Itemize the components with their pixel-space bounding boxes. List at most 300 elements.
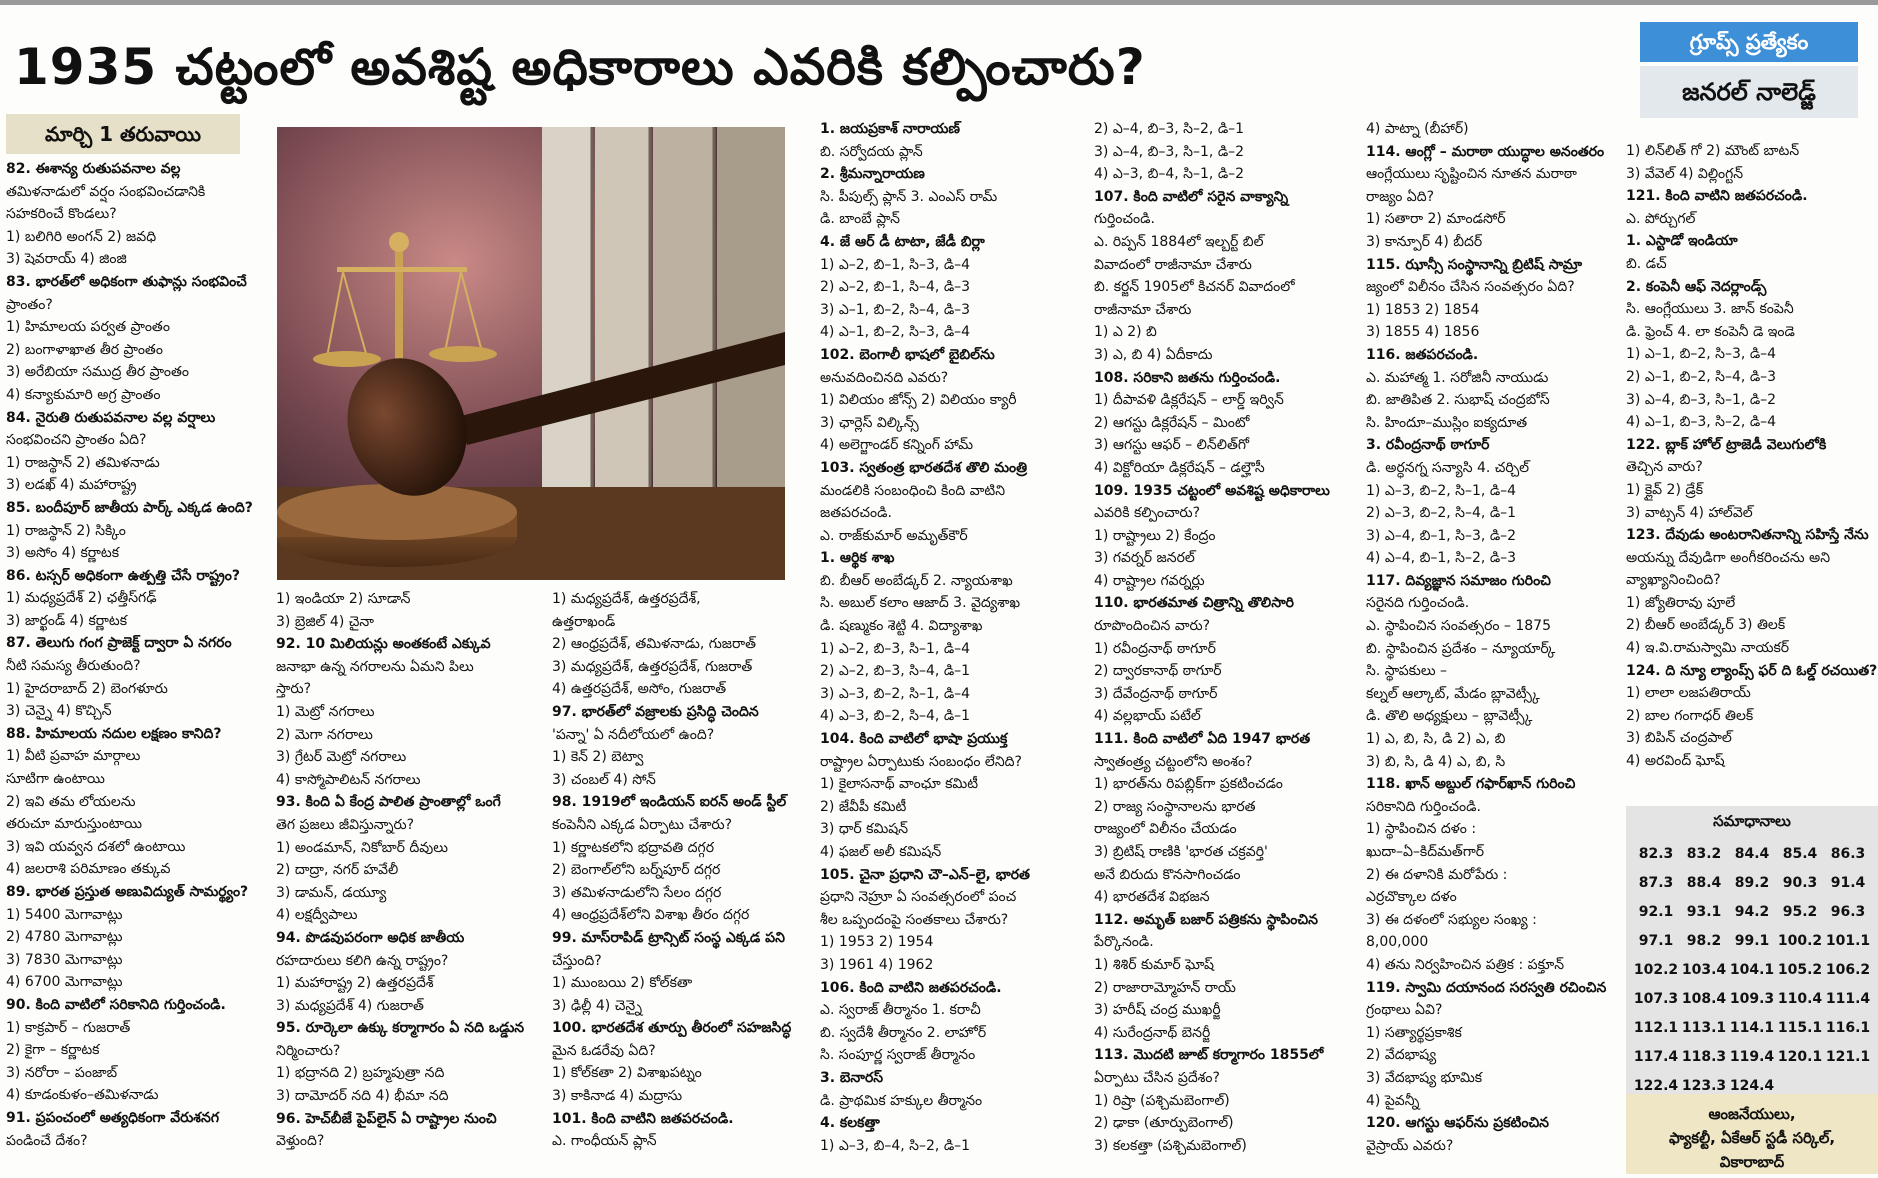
option-line: 1) 1853 2) 1854	[1366, 301, 1480, 318]
option-line: 4) ఎ–3, బి–4, సి–1, డి–2	[1094, 166, 1245, 183]
option-line: 1) ఎ–3, బి–4, సి–2, డి–1	[820, 1137, 971, 1154]
question-line: 90. కింది వాటిలో సరికానిది గుర్తించండి.	[6, 996, 226, 1013]
option-line: 1) కోల్‌కతా 2) విశాఖపట్నం	[552, 1065, 702, 1082]
option-line: 1) రిష్రా (పశ్చిమబెంగాల్)	[1094, 1092, 1230, 1109]
option-line: 3) హరీష్ చంద్ర ముఖర్జీ	[1094, 1002, 1221, 1019]
option-line: 4) పైవన్నీ	[1366, 1092, 1420, 1109]
author-credit	[1626, 1094, 1878, 1174]
option-line: శీల ఒప్పందంపై సంతకాలు చేశారు?	[820, 911, 1009, 928]
answer-cell: 124.4	[1729, 1078, 1775, 1094]
option-line: 1) మధ్యప్రదేశ్, ఉత్తరప్రదేశ్,	[552, 591, 701, 607]
option-line: రాజీనామా చేశారు	[1094, 301, 1192, 318]
option-line: 2) 4780 మెగావాట్లు	[6, 929, 123, 946]
option-line: సి. స్థాపకులు –	[1366, 663, 1448, 680]
option-line: అనువదించినది ఎవరు?	[820, 369, 949, 386]
question-line: 4. జే ఆర్ డీ టాటా, జేడీ బిర్లా	[820, 233, 985, 250]
option-line: 1) దీపావళి డిక్లరేషన్ – లార్డ్ ఇర్విన్	[1094, 392, 1284, 409]
option-line: 1) ఇండియా 2) సూడాన్	[276, 591, 411, 607]
option-line: 2) మెగా నగరాలు	[276, 726, 373, 743]
option-line: ఎ. రాజ్‌కుమార్ అమృత్‌కౌర్	[820, 527, 968, 544]
option-line: 1) విలియం జోన్స్ 2) విలియం క్యారీ	[820, 392, 1017, 409]
question-line: 111. కింది వాటిలో ఏది 1947 భారత	[1094, 731, 1311, 748]
answer-cell: 97.1	[1638, 933, 1674, 949]
option-line: 2) ద్వారకానాథ్ ఠాగూర్	[1094, 663, 1222, 680]
option-line: స్తారు?	[276, 681, 312, 698]
option-line: 2) బంగాళాఖాత తీర ప్రాంతం	[6, 341, 163, 358]
credit-name: ఆంజనేయులు,	[1708, 1105, 1796, 1123]
answer-cell: 100.2	[1777, 933, 1823, 949]
option-line: 4) కూడంకుళం–తమిళనాడు	[6, 1087, 159, 1104]
option-line: సహకరించే కొండలు?	[6, 206, 117, 223]
option-line: 3) ఎ, బి 4) ఏదీకాదు	[1094, 346, 1213, 363]
question-column-3	[552, 588, 822, 1153]
option-line: రాష్ట్రాల ఏర్పాటుకు సంబంధం లేనిది?	[820, 753, 1022, 770]
answers-row	[1626, 898, 1878, 927]
answers-row	[1626, 985, 1878, 1014]
answer-cell: 94.2	[1734, 904, 1770, 920]
badge-groups-special: గ్రూప్స్ ప్రత్యేకం	[1640, 22, 1858, 62]
answer-cell: 102.2	[1633, 962, 1679, 978]
answer-cell: 91.4	[1830, 875, 1866, 891]
option-line: 3) 7830 మెగావాట్లు	[6, 951, 123, 968]
option-line: 4) ఎ–3, బి–2, సి–4, డి–1	[820, 708, 971, 725]
option-line: జ్యంలో విలీనం చేసిన సంవత్సరం ఏది?	[1366, 279, 1575, 296]
option-line: వివాదంలో రాజీనామా చేశారు	[1094, 256, 1252, 273]
question-line: 4. కలకత్తా	[820, 1115, 880, 1132]
question-line: 86. టస్సర్ అధికంగా ఉత్పత్తి చేసే రాష్ట్రం?	[6, 567, 240, 584]
answer-cell: 105.2	[1777, 962, 1823, 978]
option-line: 3) నరోరా – పంజాబ్	[6, 1064, 118, 1081]
option-line: 4) లక్షద్వీపాలు	[276, 907, 358, 924]
option-line: 3) 1961 4) 1962	[820, 956, 934, 973]
option-line: బి. బీఆర్ అంబేడ్కర్ 2. న్యాయశాఖ	[820, 572, 1013, 589]
option-line: 3) ఎ–3, బి–2, సి–1, డి–4	[820, 685, 971, 702]
option-line: స్వాతంత్ర్య చట్టంలోని అంశం?	[1094, 753, 1253, 770]
answer-cell: 111.4	[1825, 991, 1871, 1007]
option-line: 2) వేదభాష్య	[1366, 1047, 1437, 1064]
option-line: 3) ఛార్లెస్ విల్కిన్స్	[820, 414, 919, 431]
option-line: 4) సురేంద్రనాథ్ బెనర్జీ	[1094, 1024, 1211, 1041]
question-column-1	[6, 158, 268, 1152]
answer-cell: 120.1	[1777, 1049, 1823, 1065]
option-line: 1) రాష్ట్రాలు 2) కేంద్రం	[1094, 527, 1216, 544]
answers-row	[1626, 956, 1878, 985]
question-line: 105. చైనా ప్రధాని చౌ–ఎన్–లై, భారత	[820, 866, 1030, 883]
option-line: 1) మెట్రో నగరాలు	[276, 703, 375, 720]
option-line: 3) ఎ–4, బి–3, సి–1, డి–2	[1094, 143, 1245, 160]
question-line: 83. భారత్‌లో అధికంగా తుఫాన్లు సంభవించే	[6, 273, 247, 290]
option-line: 3) వేదభాష్య భూమిక	[1366, 1069, 1483, 1086]
question-line: 96. హెచ్‌బీజే పైప్‌లైన్ ఏ రాష్ట్రాల నుంచి	[276, 1110, 497, 1127]
question-line: 85. బందీపూర్ జాతీయ పార్క్ ఎక్కడ ఉంది?	[6, 499, 253, 516]
option-line: 1) మధ్యప్రదేశ్ 2) ఛత్తీస్‌గఢ్	[6, 590, 157, 607]
option-line: 3) దేవేంద్రనాథ్ ఠాగూర్	[1094, 685, 1218, 702]
option-line: వ్యాఖ్యానించింది?	[1626, 572, 1721, 589]
top-rule	[0, 0, 1878, 5]
option-line: 1) లాలా లజపతిరాయ్	[1626, 685, 1751, 702]
answer-cell: 121.1	[1825, 1049, 1871, 1065]
answer-cell: 85.4	[1782, 846, 1818, 862]
question-line: 104. కింది వాటిలో భాషా ప్రయుక్త	[820, 731, 1008, 748]
option-line: 4) ఫజల్ అలీ కమిషన్	[820, 844, 942, 860]
question-line: 116. జతపరచండి.	[1366, 346, 1479, 363]
option-line: పండించే దేశం?	[6, 1132, 88, 1149]
option-line: 3) బ్రిటిష్ రాణికి 'భారత చక్రవర్తి'	[1094, 844, 1268, 860]
option-line: 4) కాస్మోపాలిటన్ నగరాలు	[276, 771, 421, 788]
option-line: బి. డచ్	[1626, 255, 1667, 272]
answer-cell: 101.1	[1825, 933, 1871, 949]
option-line: 3) బ్రెజిల్ 4) చైనా	[276, 613, 374, 630]
option-line: 4) తను నిర్వహించిన పత్రిక : పక్తూన్	[1366, 956, 1565, 973]
answer-cell: 99.1	[1734, 933, 1770, 949]
option-line: 4) కన్యాకుమారి అగ్ర ప్రాంతం	[6, 386, 161, 403]
option-line: తరుచూ మారుస్తుంటాయి	[6, 816, 143, 833]
option-line: 3) అసోం 4) కర్ణాటక	[6, 545, 120, 562]
option-line: సంభవించని ప్రాంతం ఏది?	[6, 432, 147, 449]
credit-institute: ఫ్యాకల్టీ, ఏకేఆర్ స్టడీ సర్కిల్,	[1668, 1129, 1836, 1147]
answer-cell: 88.4	[1686, 875, 1722, 891]
option-line: ఖుదా–ఏ–కిద్‌మత్‌గార్	[1366, 844, 1485, 860]
question-line: 91. ప్రపంచంలో అత్యధికంగా వేరుశనగ	[6, 1109, 219, 1126]
question-line: 2. కంపెనీ ఆఫ్ నెదర్లాండ్స్	[1626, 278, 1767, 295]
answer-cell: 83.2	[1686, 846, 1722, 862]
option-line: 3) మధ్యప్రదేశ్, ఉత్తరప్రదేశ్, గుజరాత్	[552, 658, 753, 675]
option-line: 3) 1855 4) 1856	[1366, 324, 1480, 341]
option-line: 4) ఎ–1, బి–3, సి–2, డి–4	[1626, 414, 1777, 431]
credit-place: వికారాబాద్	[1719, 1153, 1785, 1171]
answer-cell: 114.1	[1729, 1020, 1775, 1036]
question-line: 88. హిమాలయ నదుల లక్షణం కానిది?	[6, 725, 222, 742]
question-line: 120. ఆగస్టు ఆఫర్‌ను ప్రకటించిన	[1366, 1115, 1549, 1132]
option-line: 1) ఎ, బి, సి, డి 2) ఎ, బి	[1366, 731, 1506, 748]
answer-cell: 118.3	[1681, 1049, 1727, 1065]
option-line: వైస్రాయ్ ఎవరు?	[1366, 1137, 1454, 1154]
option-line: కంపెనీని ఎక్కడ ఏర్పాటు చేశారు?	[552, 816, 733, 833]
option-line: బి. స్థాపించిన ప్రదేశం – న్యూయార్క్	[1366, 640, 1556, 657]
option-line: 2) రాజ్య సంస్థానాలను భారత	[1094, 798, 1256, 815]
option-line: 3) చంబల్ 4) సోన్	[552, 771, 656, 788]
option-line: 4) ఎ–1, బి–2, సి–3, డి–4	[820, 324, 971, 341]
question-line: 115. ఝాన్సీ సంస్థానాన్ని బ్రిటిష్ సామ్రా	[1366, 256, 1583, 273]
option-line: 2) కైగా – కర్ణాటక	[6, 1042, 100, 1059]
option-line: 1) రాజస్థాన్ 2) తమిళనాడు	[6, 454, 160, 471]
option-line: అనే బిరుదు కొనసాగించడం	[1094, 866, 1241, 883]
question-column-2	[276, 588, 546, 1153]
option-line: 1) ఎ–1, బి–2, సి–3, డి–4	[1626, 346, 1777, 363]
answer-cell: 112.1	[1633, 1020, 1679, 1036]
option-line: 3) చెన్నై 4) కొచ్చిన్	[6, 703, 112, 720]
answers-row	[1626, 927, 1878, 956]
option-line: 1) భారత్‌ను రిపబ్లిక్‌గా ప్రకటించడం	[1094, 776, 1283, 793]
answers-row	[1626, 869, 1878, 898]
option-line: బి. కర్జన్ 1905లో కిచనర్ వివాదంలో	[1094, 279, 1295, 296]
answer-cell: 103.4	[1681, 962, 1727, 978]
option-line: బి. స్వదేశీ తీర్మానం 2. లాహోర్	[820, 1024, 987, 1041]
option-line: కల్నల్ ఆల్కాట్, మేడం బ్లావెట్స్కీ	[1366, 685, 1540, 702]
option-line: 2) ఆగస్టు డిక్లరేషన్ – మింటో	[1094, 414, 1250, 431]
question-column-4	[820, 118, 1092, 1157]
option-line: 2) ఎ–2, బి–1, సి–4, డి–3	[820, 279, 971, 296]
option-line: 1) క్లైవ్ 2) డ్రేక్	[1626, 481, 1704, 498]
option-line: 3) ఢిల్లీ 4) చెన్నై	[552, 997, 642, 1014]
option-line: 3) మధ్యప్రదేశ్ 4) గుజరాత్	[276, 997, 424, 1014]
option-line: డి. ప్రాథమిక హక్కుల తీర్మానం	[820, 1092, 983, 1109]
option-line: 1) 1953 2) 1954	[820, 934, 934, 951]
question-line: 102. బెంగాలీ భాషలో బైబిల్‌ను	[820, 346, 995, 363]
option-line: ఎ. గాంధీయన్ ప్లాన్	[552, 1133, 657, 1150]
option-line: 1) రవీంద్రనాథ్ ఠాగూర్	[1094, 640, 1216, 657]
option-line: 2) ఈ దళానికి మరోపేరు :	[1366, 866, 1508, 883]
answer-cell: 113.1	[1681, 1020, 1727, 1036]
option-line: డి. బాంబే ప్లాన్	[820, 211, 900, 228]
option-line: 1) ఎ–2, బి–3, సి–1, డి–4	[820, 640, 971, 657]
option-line: 3) ఆగస్టు ఆఫర్ – లిన్‌లిత్‌గో	[1094, 437, 1249, 454]
option-line: డి. తొలి అధ్యక్షులు – బ్లావెట్స్కీ	[1366, 708, 1533, 725]
question-line: 123. దేవుడు అంటరానితనాన్ని సహిస్తే నేను	[1626, 527, 1869, 544]
option-line: 4) ఆంధ్రప్రదేశ్‌లోని విశాఖ తీరం దగ్గర	[552, 907, 750, 924]
question-line: 1. జయప్రకాశ్ నారాయణ్	[820, 121, 960, 137]
question-column-6	[1366, 118, 1634, 1157]
question-line: 107. కింది వాటిలో సరైన వాక్యాన్ని	[1094, 188, 1289, 205]
question-line: 82. ఈశాన్య రుతుపవనాల వల్ల	[6, 161, 181, 177]
option-line: 1) శిశిర్ కుమార్ ఘోష్	[1094, 956, 1215, 973]
question-line: 113. మొదటి జూట్ కర్మాగారం 1855లో	[1094, 1047, 1324, 1064]
option-line: ఎవరికి కల్పించారు?	[1094, 505, 1201, 522]
option-line: అయన్ను దేవుడిగా అంగీకరించను అని	[1626, 549, 1831, 566]
option-line: 3) బిపిన్ చంద్రపాల్	[1626, 730, 1732, 747]
option-line: 1) జ్యోతిరావు పూలే	[1626, 594, 1736, 611]
option-line: 1) కాక్రపార్ – గుజరాత్	[6, 1019, 131, 1036]
question-line: 109. 1935 చట్టంలో అవశిష్ట అధికారాలు	[1094, 482, 1330, 499]
option-line: వెళ్తుంది?	[276, 1133, 325, 1150]
option-line: 1) ముంబయి 2) కోల్‌కతా	[552, 975, 693, 992]
question-line: 2. శ్రీమన్నారాయణ	[820, 166, 925, 183]
answer-cell: 89.2	[1734, 875, 1770, 891]
option-line: 3) ఇవి యవ్వన దశలో ఉంటాయి	[6, 838, 186, 855]
continuation-subhead: మార్చి 1 తరువాయి	[6, 114, 240, 154]
option-line: 1) సతారా 2) మాండసోర్	[1366, 211, 1506, 228]
option-line: 1) సత్యార్థప్రకాశిక	[1366, 1024, 1462, 1041]
badge-general-knowledge: జనరల్ నాలెడ్జ్	[1640, 66, 1858, 118]
option-line: 2) బీఆర్ అంబేడ్కర్ 3) తిలక్	[1626, 617, 1786, 634]
option-line: 1) కర్ణాటకలోని భద్రావతి దగ్గర	[552, 839, 715, 856]
option-line: ఎర్రచొక్కాల దళం	[1366, 889, 1457, 906]
answers-grid	[1626, 840, 1878, 1101]
option-line: 2) రాజారామ్మోహన్ రాయ్	[1094, 979, 1236, 996]
question-column-5	[1094, 118, 1366, 1157]
answer-cell: 116.1	[1825, 1020, 1871, 1036]
option-line: 2) ఎ–2, బి–3, సి–4, డి–1	[820, 663, 971, 680]
option-line: 3) గవర్నర్ జనరల్	[1094, 550, 1195, 567]
question-line: 89. భారత ప్రస్తుత అణువిద్యుత్ సామర్థ్యం?	[6, 884, 249, 900]
option-line: తమిళనాడులో వర్షం సంభవించడానికి	[6, 183, 206, 200]
question-line: 106. కింది వాటిని జతపరచండి.	[820, 979, 1002, 996]
option-line: 1) హిమాలయ పర్వత ప్రాంతం	[6, 319, 170, 336]
option-line: సి. సంపూర్ణ స్వరాజ్ తీర్మానం	[820, 1047, 976, 1064]
option-line: ఎ. రిప్పన్ 1884లో ఇల్బర్ట్ బిల్	[1094, 233, 1264, 250]
option-line: 3) దామోదర్ నది 4) భీమా నది	[276, 1088, 449, 1105]
option-line: 3) ఎ–4, బి–3, సి–1, డి–2	[1626, 391, 1777, 408]
option-line: జతపరచండి.	[820, 505, 892, 522]
option-line: సూటిగా ఉంటాయి	[6, 771, 105, 788]
option-line: 1) కైలాసనాథ్ వాంఛూ కమిటీ	[820, 776, 979, 793]
answer-cell: 92.1	[1638, 904, 1674, 920]
question-line: 121. కింది వాటిని జతపరచండి.	[1626, 188, 1808, 205]
option-line: ప్రాంతం?	[6, 296, 53, 313]
option-line: బి. సర్వోదయ ప్లాన్	[820, 143, 923, 160]
option-line: 3) వేవెల్ 4) విల్లింగ్టన్	[1626, 165, 1744, 182]
answer-cell: 122.4	[1633, 1078, 1679, 1094]
option-line: 1) ఎ–3, బి–2, సి–1, డి–4	[1366, 482, 1517, 499]
option-line: 3) డామన్, డయ్యూ	[276, 884, 387, 901]
option-line: ఎ. మహాత్మ 1. సరోజినీ నాయుడు	[1366, 369, 1549, 386]
question-line: 114. ఆంగ్లో – మరాఠా యుద్ధాల అనంతరం	[1366, 143, 1605, 160]
option-line: 2) బాల గంగాధర్ తిలక్	[1626, 707, 1754, 724]
option-line: 4) వల్లభాయ్ పటేల్	[1094, 708, 1201, 725]
option-line: 4) జలరాశి పరిమాణం తక్కువ	[6, 861, 171, 878]
option-line: డి. ఫ్రెంచ్ 4. లా కంపెనీ డె ఇండె	[1626, 323, 1795, 340]
question-line: 108. సరికాని జతను గుర్తించండి.	[1094, 369, 1281, 386]
option-line: 4) 6700 మెగావాట్లు	[6, 974, 123, 991]
option-line: 'పన్నా' ఏ నదీలోయలో ఉంది?	[552, 726, 715, 743]
answer-cell: 117.4	[1633, 1049, 1679, 1065]
option-line: 2) ఆంధ్రప్రదేశ్, తమిళనాడు, గుజరాత్	[552, 636, 757, 653]
question-line: 110. భారతమాత చిత్రాన్ని తొలిసారి	[1094, 595, 1294, 612]
option-line: రూపొందించిన వారు?	[1094, 618, 1211, 635]
answers-row	[1626, 840, 1878, 869]
answer-cell: 86.3	[1830, 846, 1866, 862]
option-line: 1) అండమాన్, నికోబార్ దీవులు	[276, 839, 449, 856]
option-line: 1) హైదరాబాద్ 2) బెంగళూరు	[6, 680, 168, 697]
question-line: 103. స్వతంత్ర భారతదేశ తొలి మంత్రి	[820, 459, 1028, 476]
answer-cell: 96.3	[1830, 904, 1866, 920]
option-line: 4) పాట్నా (బీహార్)	[1366, 121, 1469, 137]
option-line: సి. ఆంగ్లేయులు 3. జాన్ కంపెనీ	[1626, 301, 1794, 318]
question-line: 92. 10 మిలియన్లు అంతకంటే ఎక్కువ	[276, 636, 491, 653]
option-line: ఆంగ్లేయులు సృష్టించిన నూతన మరాఠా	[1366, 166, 1577, 183]
question-line: 95. రూర్కెలా ఉక్కు కర్మాగారం ఏ నది ఒడ్డున	[276, 1020, 525, 1037]
option-line: 4) భారతదేశ విభజన	[1094, 889, 1210, 906]
option-line: నీటి సమస్య తీరుతుంది?	[6, 658, 141, 675]
answer-cell: 123.3	[1681, 1078, 1727, 1094]
option-line: మైన ఓడరేవు ఏది?	[552, 1042, 656, 1059]
option-line: 4) ఉత్తరప్రదేశ్, అసోం, గుజరాత్	[552, 681, 727, 698]
option-line: ఉత్తరాఖండ్	[552, 613, 616, 630]
option-line: 1) కెన్ 2) బెట్వా	[552, 749, 644, 766]
question-line: 112. అమృత్ బజార్ పత్రికను స్థాపించిన	[1094, 911, 1318, 928]
answer-cell: 119.4	[1729, 1049, 1775, 1065]
answers-box	[1626, 806, 1878, 1094]
option-line: గుర్తించండి.	[1094, 211, 1155, 228]
question-line: 100. భారతదేశ తూర్పు తీరంలో సహజసిద్ధ	[552, 1020, 792, 1037]
option-line: సి. హిందూ–ముస్లిం ఐక్యదూత	[1366, 414, 1528, 431]
option-line: 3) తమిళనాడులోని సేలం దగ్గర	[552, 884, 722, 901]
option-line: సి. అబుల్ కలాం ఆజాద్ 3. వైద్యశాఖ	[820, 595, 1021, 612]
option-line: మండలికి సంబంధించి కింది వాటిని	[820, 482, 1006, 499]
option-line: 1) లిన్‌లిత్ గో 2) మౌంట్ బాటన్	[1626, 143, 1800, 159]
option-line: 1) స్థాపించిన దళం :	[1366, 821, 1477, 838]
answers-row	[1626, 1043, 1878, 1072]
option-line: 1) 5400 మెగావాట్లు	[6, 906, 123, 923]
question-line: 94. పొడవుపరంగా అధిక జాతీయ	[276, 929, 465, 946]
option-line: సి. పీపుల్స్ ప్లాన్ 3. ఎంఎస్ రామ్	[820, 188, 998, 205]
question-line: 1. ఆర్థిక శాఖ	[820, 550, 895, 567]
answer-cell: 93.1	[1686, 904, 1722, 920]
option-line: 2) ఎ–3, బి–2, సి–4, డి–1	[1366, 505, 1517, 522]
answer-cell: 87.3	[1638, 875, 1674, 891]
option-line: ప్రధాని నెహ్రూ ఏ సంవత్సరంలో పంచ	[820, 889, 1017, 906]
question-line: 98. 1919లో ఇండియన్ ఐరన్ అండ్ స్టీల్	[552, 794, 787, 811]
option-line: గ్రంథాలు ఏవి?	[1366, 1002, 1443, 1019]
option-line: 8,00,000	[1366, 934, 1429, 951]
answer-cell: 104.1	[1729, 962, 1775, 978]
option-line: ఎ. స్వరాజ్ తీర్మానం 1. కరాచీ	[820, 1002, 981, 1019]
answers-title: సమాధానాలు	[1713, 812, 1791, 830]
answer-cell: 98.2	[1686, 933, 1722, 949]
section-badge	[1640, 22, 1858, 118]
question-line: 93. కింది ఏ కేంద్ర పాలిత ప్రాంతాల్లో ఒంగే	[276, 794, 501, 811]
option-line: 1) రాజస్థాన్ 2) సిక్కిం	[6, 522, 126, 539]
option-line: 1) మహారాష్ట్ర 2) ఉత్తరప్రదేశ్	[276, 975, 434, 992]
option-line: చేస్తుంది?	[552, 952, 602, 969]
question-column-7	[1626, 140, 1878, 773]
option-line: ఏర్పాటు చేసిన ప్రదేశం?	[1094, 1069, 1220, 1086]
option-line: పేర్కొనండి.	[1094, 934, 1154, 951]
option-line: డి. అర్ధనగ్న సన్యాసి 4. చర్చిల్	[1366, 459, 1530, 476]
question-line: 1. ఎస్టాడో ఇండియా	[1626, 233, 1738, 250]
option-line: 3) గ్రేటర్ మెట్రో నగరాలు	[276, 749, 407, 766]
option-line: 3) లడఖ్ 4) మహారాష్ట్ర	[6, 477, 137, 494]
answer-cell: 90.3	[1782, 875, 1818, 891]
option-line: 4) ఎ–4, బి–1, సి–2, డి–3	[1366, 550, 1517, 567]
option-line: 4) ఇ.వి.రామస్వామి నాయకర్	[1626, 640, 1790, 657]
option-line: 2) ఇవి తమ లోయలను	[6, 793, 136, 810]
option-line: బి. జాతిపిత 2. సుభాష్ చంద్రబోస్	[1366, 392, 1550, 409]
question-line: 3. రవీంద్రనాథ్ ఠాగూర్	[1366, 437, 1490, 454]
option-line: సరైనది గుర్తించండి.	[1366, 595, 1470, 612]
option-line: ఎ. స్థాపించిన సంవత్సరం – 1875	[1366, 618, 1551, 635]
option-line: 3) కాకినాడ 4) మద్రాసు	[552, 1088, 683, 1105]
question-line: 97. భారత్‌లో వజ్రాలకు ప్రసిద్ధి చెందిన	[552, 703, 759, 720]
option-line: 4) విక్టోరియా డిక్లరేషన్ – డల్హౌసీ	[1094, 459, 1265, 476]
option-line: 4) అలెగ్జాండర్ కన్నింగ్ హామ్	[820, 437, 974, 454]
question-line: 101. కింది వాటిని జతపరచండి.	[552, 1110, 734, 1127]
option-line: 2) ఎ–1, బి–2, సి–4, డి–3	[1626, 368, 1777, 385]
justice-gavel-photo	[277, 127, 785, 580]
answer-cell: 106.2	[1825, 962, 1871, 978]
question-line: 124. ది న్యూ ల్యాంప్స్ ఫర్ ది ఓల్డ్ రచయిత?	[1626, 662, 1878, 679]
option-line: 3) ఈ దళంలో సభ్యుల సంఖ్య :	[1366, 911, 1537, 928]
option-line: తెగ ప్రజలు జీవిస్తున్నారు?	[276, 816, 415, 833]
headline: 1935 చట్టంలో అవశిష్ట అధికారాలు ఎవరికి కల్పించారు?	[14, 38, 1146, 96]
option-line: రాజ్యంలో విలీనం చేయడం	[1094, 821, 1237, 838]
question-line: 118. ఖాన్ అబ్దుల్ గఫార్‌ఖాన్ గురించి	[1366, 776, 1576, 793]
option-line: 3) కలకత్తా (పశ్చిమబెంగాల్)	[1094, 1137, 1247, 1154]
option-line: 1) భద్రానది 2) బ్రహ్మపుత్రా నది	[276, 1065, 445, 1082]
option-line: 1) ఎ–2, బి–1, సి–3, డి–4	[820, 256, 971, 273]
answer-cell: 107.3	[1633, 991, 1679, 1007]
option-line: 2) బెంగాల్‌లోని బర్న్‌పూర్ దగ్గర	[552, 862, 721, 879]
option-line: నిర్మించారు?	[276, 1042, 341, 1059]
option-line: డి. షణ్ముకం శెట్టి 4. విద్యాశాఖ	[820, 618, 983, 635]
question-line: 87. తెలుగు గంగ ప్రాజెక్ట్ ద్వారా ఏ నగరం	[6, 635, 232, 652]
option-line: తెచ్చిన వారు?	[1626, 459, 1703, 476]
option-line: ఎ. పోర్చుగల్	[1626, 210, 1696, 227]
answer-cell: 82.3	[1638, 846, 1674, 862]
option-line: 2) ఢాకా (తూర్పుబెంగాల్)	[1094, 1115, 1234, 1132]
option-line: 3) జార్ఖండ్ 4) కర్ణాటక	[6, 612, 128, 629]
option-line: 3) కాన్పూర్ 4) బీదర్	[1366, 233, 1483, 250]
